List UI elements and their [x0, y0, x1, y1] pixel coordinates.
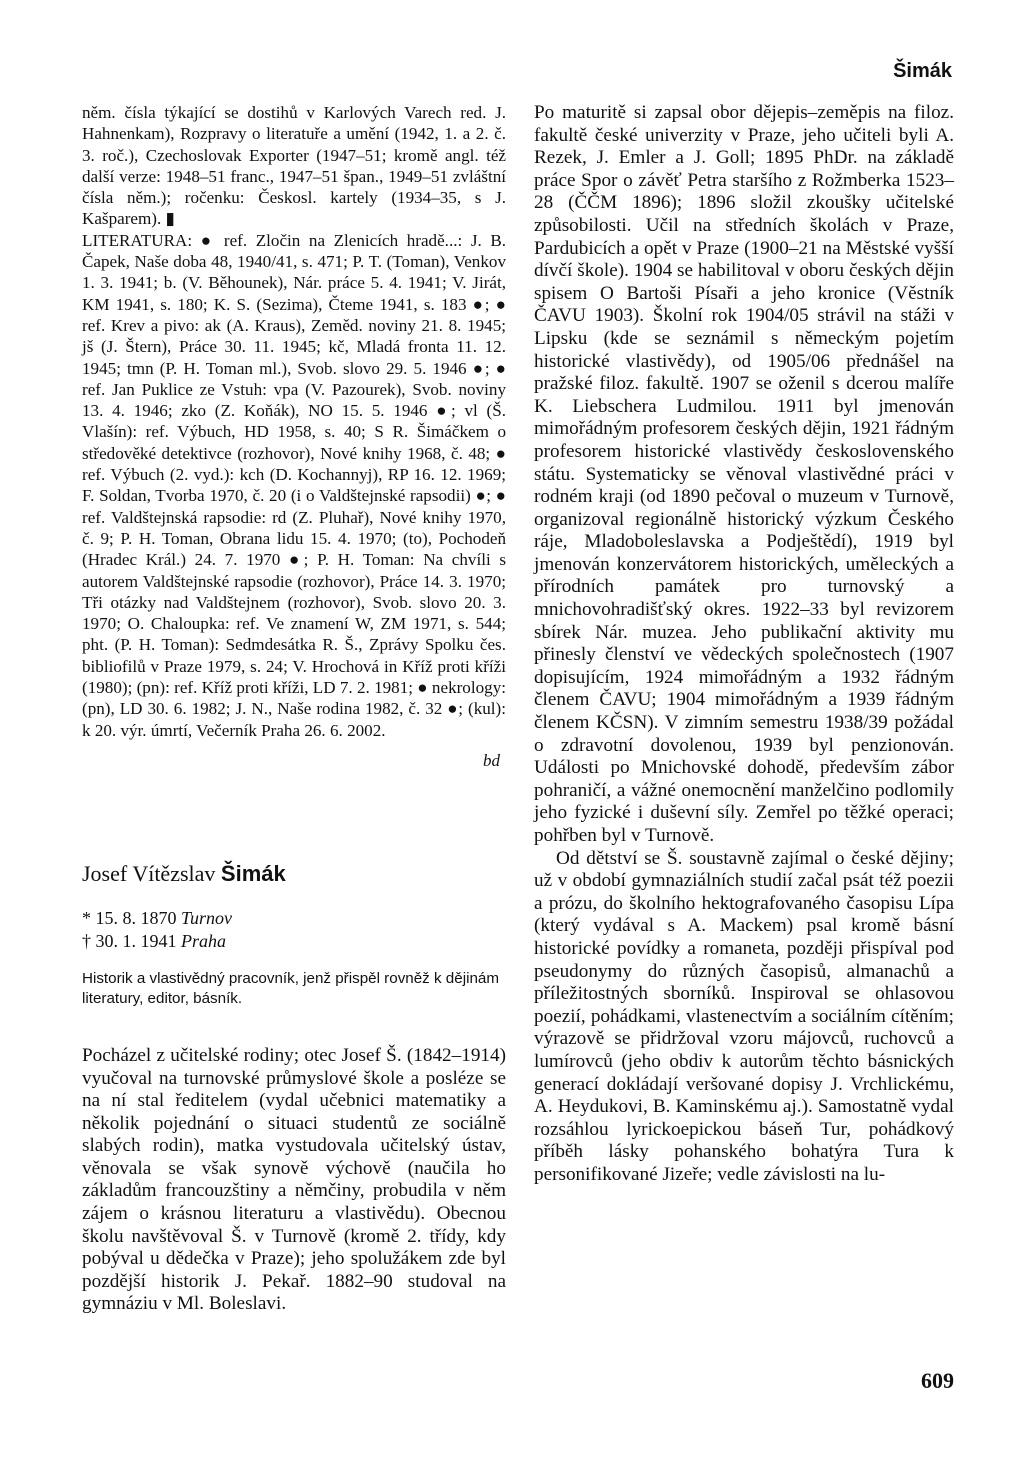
- page-number: 609: [921, 1368, 954, 1393]
- entry-body-left: [82, 1045, 506, 1316]
- body-paragraph-1: Pocházel z učitelské rodiny; otec Josef Š. (1842–1914) vyučoval na turnovské průmyslové škole a posléze se na ní stal ředitelem (vydal učebnici matematiky a několik pojednání o situaci studentů ze sociálně slabých rodin), matka vystudovala učitelský ústav, věnovala se však synově výchově (naučila ho základům francouzštiny a němčiny, probudila v něm zájem o krásnou literaturu a vlastivědu). Obecnou školu navštěvoval Š. v Turnově (kromě 2. třídy, kdy pobýval u dědečka v Praze); jeho spolužákem zde byl pozdější historik J. Pekař. 1882–90 studoval na gymnáziu v Ml. Boleslavi.: [82, 1044, 506, 1315]
- running-head: Šimák: [893, 60, 952, 82]
- birth-place: Turnov: [181, 907, 233, 928]
- previous-entry-tail: něm. čísla týkající se dostihů v Karlových Varech red. J. Hahnenkam), Rozpravy o literatuře a umění (1942, 1. a 2. č. 3. roč.), Czechoslovak Exporter (1947–51; kromě angl. též další verze: 1948–51 franc., 1947–51 špan., 1949–51 zvláštní čísla něm.); ročenku: Českosl. kartely (1934–35, s J. Kašparem). ▮: [82, 103, 506, 229]
- body-paragraph-2: Po maturitě si zapsal obor dějepis–zeměpis na filoz. fakultě české univerzity v Praze, jeho učiteli byli A. Rezek, J. Emler a J. Goll; 1895 PhDr. na základě práce Spor o závěť Petra staršího z Rožmberka 1523–28 (ČČM 1896); 1896 složil zkoušky učitelské způsobilosti. Učil na středních školách v Praze, Pardubicích a opět v Praze (1900–21 na Městské vyšší dívčí škole). 1904 se habilitoval v oboru českých dějin spisem O Bartoši Písaři a jeho kronice (Věstník ČAVU 1903). Školní rok 1904/05 strávil na stáži v Lipsku (kde se seznámil s německým pojetím historické vlastivědy), od 1905/06 přednášel na pražské filoz. fakultě. 1907 se oženil s dcerou malíře K. Liebschera Ludmilou. 1911 byl jmenován mimořádným profesorem českých dějin, 1921 řádným profesorem historické vlastivědy československého státu. Systematicky se věnoval vlastivědné práci v rodném kraji (od 1890 pečoval o muzeum v Turnově, organizoval regionálně historický výzkum Českého ráje, Mladoboleslavska a Podještědí), 1919 byl jmenován konzervátorem historických, uměleckých a přírodních památek pro turnovský a mnichovohradišťský okres. 1922–33 byl revizorem sbírek Nár. muzea. Jeho publikační aktivity mu přinesly členství ve vědeckých společnostech (1907 dopisujícím, 1924 mimořádným a 1932 řádným členem ČAVU; 1904 mimořádným a 1939 řádným členem KČSN). V zimním semestru 1938/39 požádal o zdravotní dovolenou, 1939 byl penzionován. Události po Mnichovské dohodě, především zábor pohraničí, a vážné onemocnění manželčino podlomily jeho fyzické i duševní síly. Zemřel po těžké operaci; pohřben byl v Turnově.: [534, 102, 954, 846]
- literature-section: LITERATURA: ● ref. Zločin na Zlenicích hradě...: J. B. Čapek, Naše doba 48, 1940/41, s. 471; P. T. (Toman), Venkov 1. 3. 1941; b. (V. Běhounek), Nár. práce 5. 4. 1941; V. Jirát, KM 1941, s. 180; K. S. (Sezima), Čteme 1941, s. 183 ●; ● ref. Krev a pivo: ak (A. Kraus), Zeměd. noviny 21. 8. 1945; jš (J. Štern), Práce 30. 11. 1945; kč, Mladá fronta 11. 12. 1945; tmn (P. H. Toman ml.), Svob. slovo 29. 5. 1946 ●; ● ref. Jan Puklice ze Vstuh: vpa (V. Pazourek), Svob. noviny 13. 4. 1946; zko (Z. Koňák), NO 15. 5. 1946 ●; vl (Š. Vlašín): ref. Výbuch, HD 1958, s. 40; S R. Šimáčkem o středověké detektivce (rozhovor), Nové knihy 1968, č. 48; ● ref. Výbuch (2. vyd.): kch (D. Kochannyj), RP 16. 12. 1969; F. Soldan, Tvorba 1970, č. 20 (i o Valdštejnské rapsodii) ●; ● ref. Valdštejnská rapsodie: rd (Z. Pluhař), Nové knihy 1970, č. 9; P. H. Toman, Obrana lidu 15. 4. 1970; (to), Pochodeň (Hradec Král.) 24. 7. 1970 ●; P. H. Toman: Na chvíli s autorem Valdštejnské rapsodie (rozhovor), Práce 14. 3. 1970; Tři otázky nad Valdštejnem (rozhovor), Svob. slovo 20. 3. 1970; O. Chaloupka: ref. Ve znamení W, ZM 1971, s. 544; pht. (P. H. Toman): Sedmdesátka R. Š., Zprávy Spolku čes. bibliofilů v Praze 1979, s. 24; V. Hrochová in Kříž proti kříži (1980); (pn): ref. Kříž proti kříži, LD 7. 2. 1981; ● nekrology: (pn), LD 30. 6. 1982; J. N., Naše rodina 1982, č. 32 ●; (kul): k 20. výr. úmrtí, Večerník Praha 26. 6. 2002.: [82, 230, 506, 740]
- left-column: [82, 102, 506, 1316]
- body-paragraph-3: Od dětství se Š. soustavně zajímal o české dějiny; už v období gymnaziálních studií začal psát též poezii a prózu, do školního hektografovaného časopisu Lípa (který vydával s A. Mackem) psal kromě básní historické povídky a romaneta, později přispíval pod pseudonymy do různých časopisů, almanachů a příležitostných sborníků. Inspiroval se ohlasovou poezií, pohádkami, vlastenectvím a sociálním cítěním; výrazově se přidržoval vzoru májovců, ruchovců a lumírovců (jeho obdiv k autorům těchto básnických generací dokládají veršované dopisy J. Vrchlickému, A. Heydukovi, B. Kaminskému aj.). Samostatně vydal rozsáhlou lyrickoepickou báseň Tur, pohádkový příběh lásky pohanského bohatýra Tura k personifikované Jizeře; vedle závislosti na lu-: [534, 847, 954, 1185]
- death-place: Praha: [181, 930, 226, 951]
- birth-date: * 15. 8. 1870 Turnov: [82, 907, 233, 928]
- entry-given-names: Josef Vítězslav: [82, 860, 216, 886]
- death-date: † 30. 1. 1941 Praha: [82, 930, 226, 951]
- author-signature: bd: [483, 750, 500, 770]
- previous-entry: [82, 102, 506, 771]
- entry-title: [82, 861, 506, 887]
- right-column: [534, 102, 954, 1187]
- entry-surname: Šimák: [220, 860, 286, 886]
- life-dates: [82, 907, 506, 953]
- entry-summary: Historik a vlastivědný pracovník, jenž přispěl rovněž k dějinám literatury, editor, básník.: [82, 969, 499, 1007]
